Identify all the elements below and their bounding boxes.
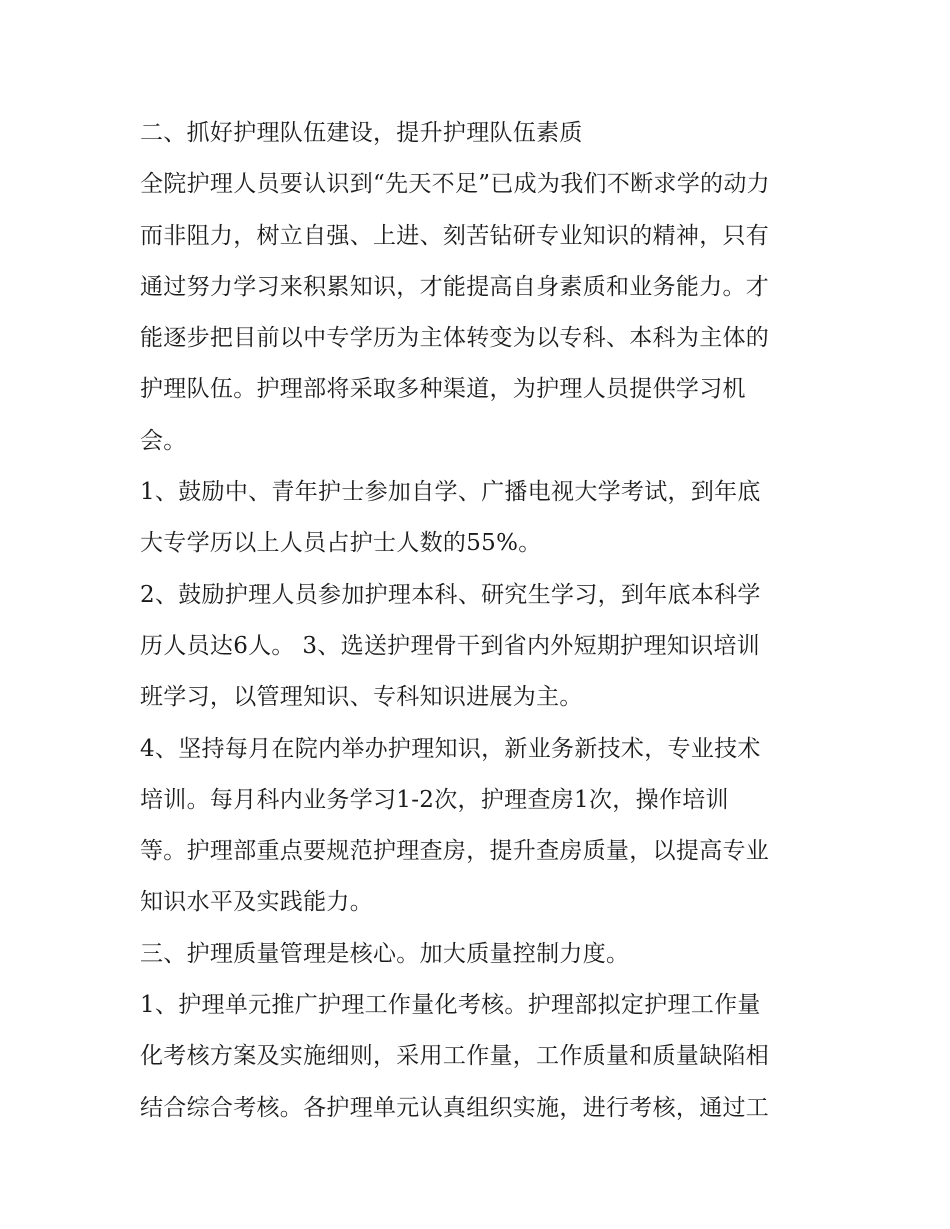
paragraph-line: 而非阻力，树立自强、上进、刻苦钻研专业知识的精神，只有 [140,222,770,249]
list-item-line: 化考核方案及实施细则，采用工作量，工作质量和质量缺陷相 [140,1043,770,1070]
paragraph-line: 护理队伍。护理部将采取多种渠道，为护理人员提供学习机 [140,376,746,403]
list-item-line: 1、鼓励中、青年护士参加自学、广播电视大学考试，到年底 [140,479,761,506]
paragraph-line: 能逐步把目前以中专学历为主体转变为以专科、本科为主体的 [140,325,770,352]
paragraph-line: 会。 [140,427,187,454]
paragraph-line: 通过努力学习来积累知识，才能提高自身素质和业务能力。才 [140,273,770,300]
document-body [140,108,830,1134]
list-item-line: 1、护理单元推广护理工作量化考核。护理部拟定护理工作量 [140,992,761,1019]
list-item-line: 历人员达6人。 3、选送护理骨干到省内外短期护理知识培训 [140,632,760,659]
section-heading: 三、护理质量管理是核心。加大质量控制力度。 [140,940,630,967]
list-item-line: 知识水平及实践能力。 [140,889,373,916]
paragraph-line: 全院护理人员要认识到“先天不足”已成为我们不断求学的动力 [140,171,770,198]
section-heading: 二、抓好护理队伍建设，提升护理队伍素质 [140,120,583,146]
list-item-line: 结合综合考核。各护理单元认真组织实施，进行考核，通过工 [140,1094,770,1121]
list-item-line: 班学习，以管理知识、专科知识进展为主。 [140,684,583,711]
list-item-line: 培训。每月科内业务学习1-2次，护理查房1次，操作培训 [140,786,729,813]
list-item-line: 大专学历以上人员占护士人数的55%。 [140,530,542,557]
list-item-line: 等。护理部重点要规范护理查房，提升查房质量，以提高专业 [140,838,770,865]
list-item-line: 2、鼓励护理人员参加护理本科、研究生学习，到年底本科学 [140,581,761,608]
list-item-line: 4、坚持每月在院内举办护理知识，新业务新技术，专业技术 [140,735,761,762]
